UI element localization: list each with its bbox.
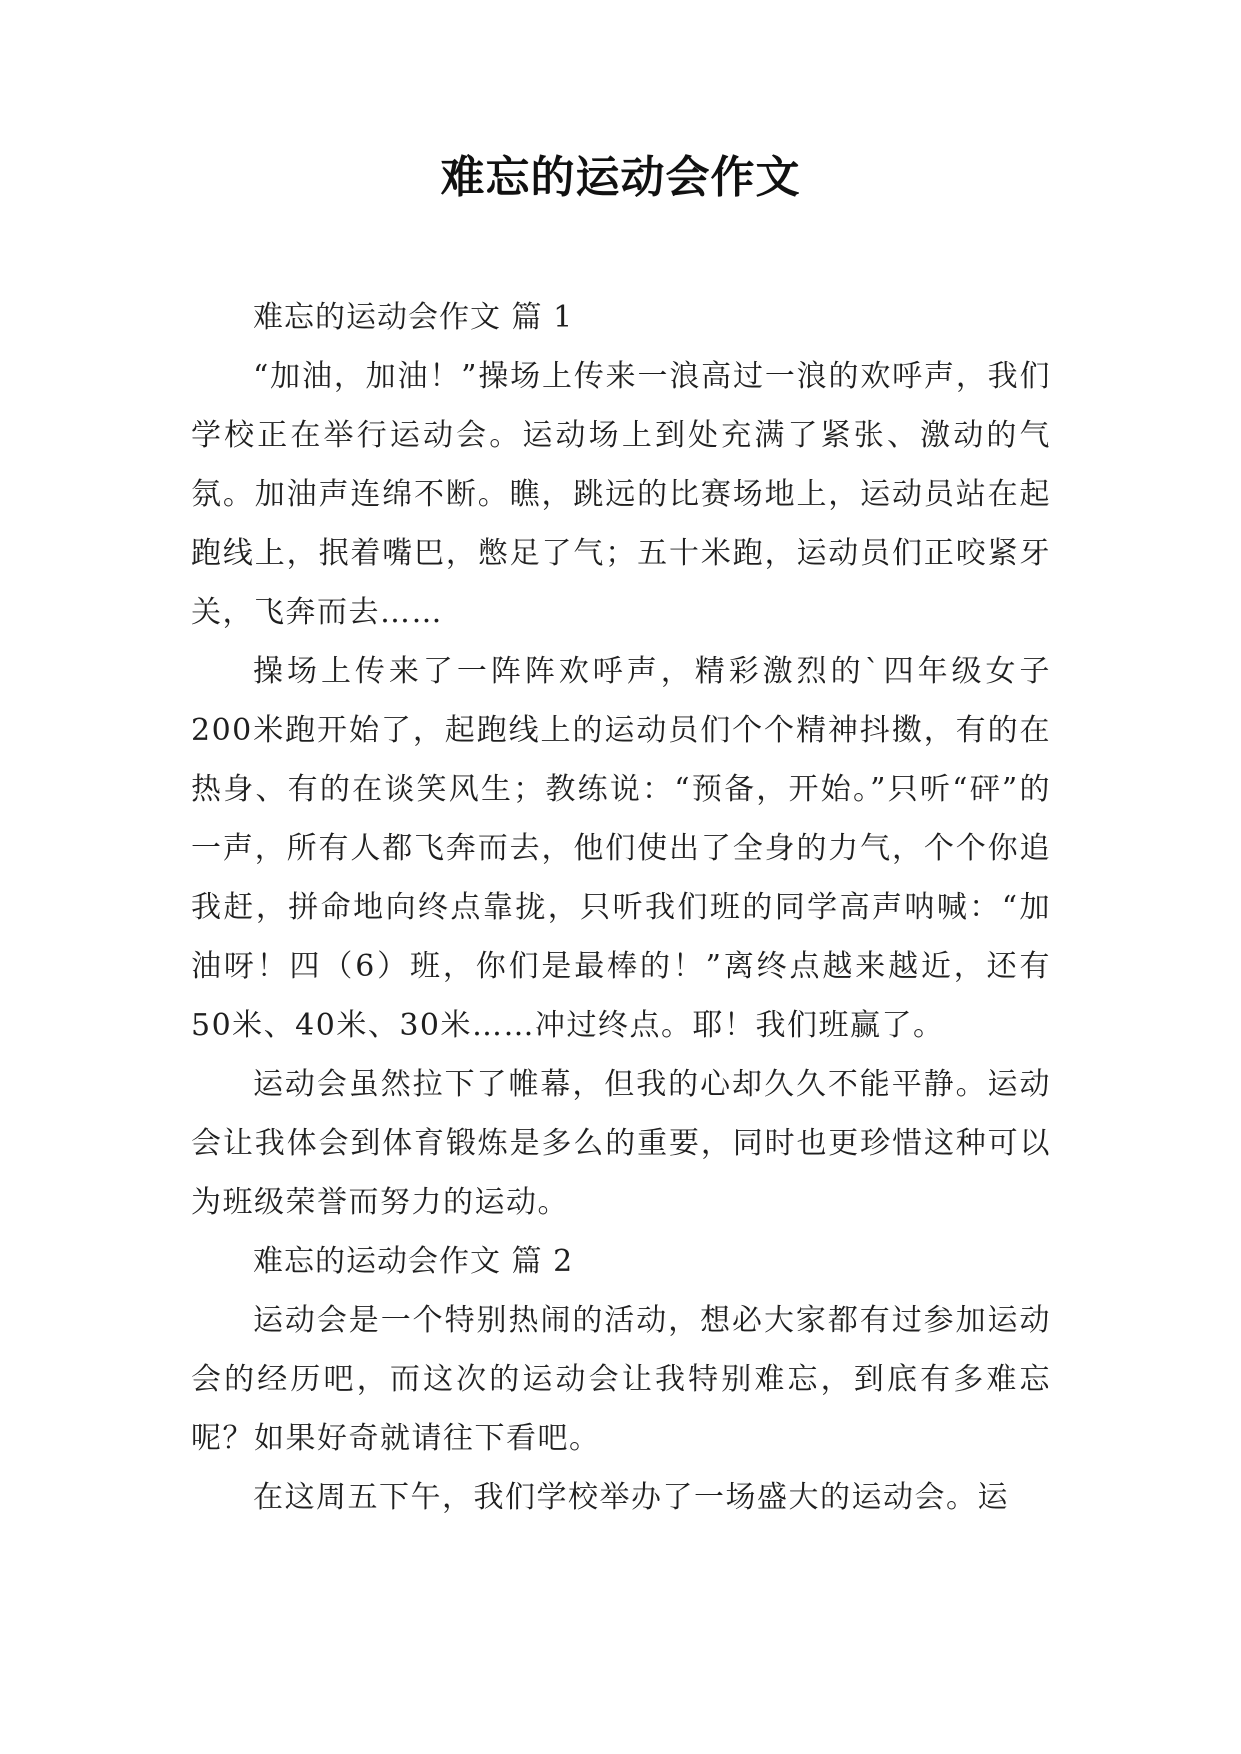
paragraph: 运动会是一个特别热闹的活动，想必大家都有过参加运动会的经历吧，而这次的运动会让我特别难忘，到底有多难忘呢？如果好奇就请往下看吧。 xyxy=(191,1303,1051,1456)
paragraph: “加油，加油！”操场上传来一浪高过一浪的欢呼声，我们学校正在举行运动会。运动场上到处充满了紧张、激动的气氛。加油声连绵不断。瞧，跳远的比赛场地上，运动员站在起跑线上，抿着嘴巴，憋足了气；五十米跑，运动员们正咬紧牙关，飞奔而去…… xyxy=(191,359,1051,630)
section-heading-1: 难忘的运动会作文 篇 1 xyxy=(253,300,574,335)
paragraph: 操场上传来了一阵阵欢呼声，精彩激烈的`四年级女子200米跑开始了，起跑线上的运动员们个个精神抖擞，有的在热身、有的在谈笑风生；教练说：“预备，开始。”只听“砰”的一声，所有人都飞奔而去，他们使出了全身的力气，个个你追我赶，拼命地向终点靠拢，只听我们班的同学高声呐喊：“加油呀！四（6）班，你们是最棒的！”离终点越来越近，还有50米、40米、30米……冲过终点。耶！我们班赢了。 xyxy=(191,654,1051,1043)
document-title: 难忘的运动会作文 xyxy=(440,152,801,203)
paragraph: 运动会虽然拉下了帷幕，但我的心却久久不能平静。运动会让我体会到体育锻炼是多么的重要，同时也更珍惜这种可以为班级荣誉而努力的运动。 xyxy=(191,1067,1051,1220)
document-body xyxy=(191,288,1051,1527)
section-heading-2: 难忘的运动会作文 篇 2 xyxy=(253,1244,574,1279)
paragraph: 在这周五下午，我们学校举办了一场盛大的运动会。运 xyxy=(253,1480,1009,1515)
